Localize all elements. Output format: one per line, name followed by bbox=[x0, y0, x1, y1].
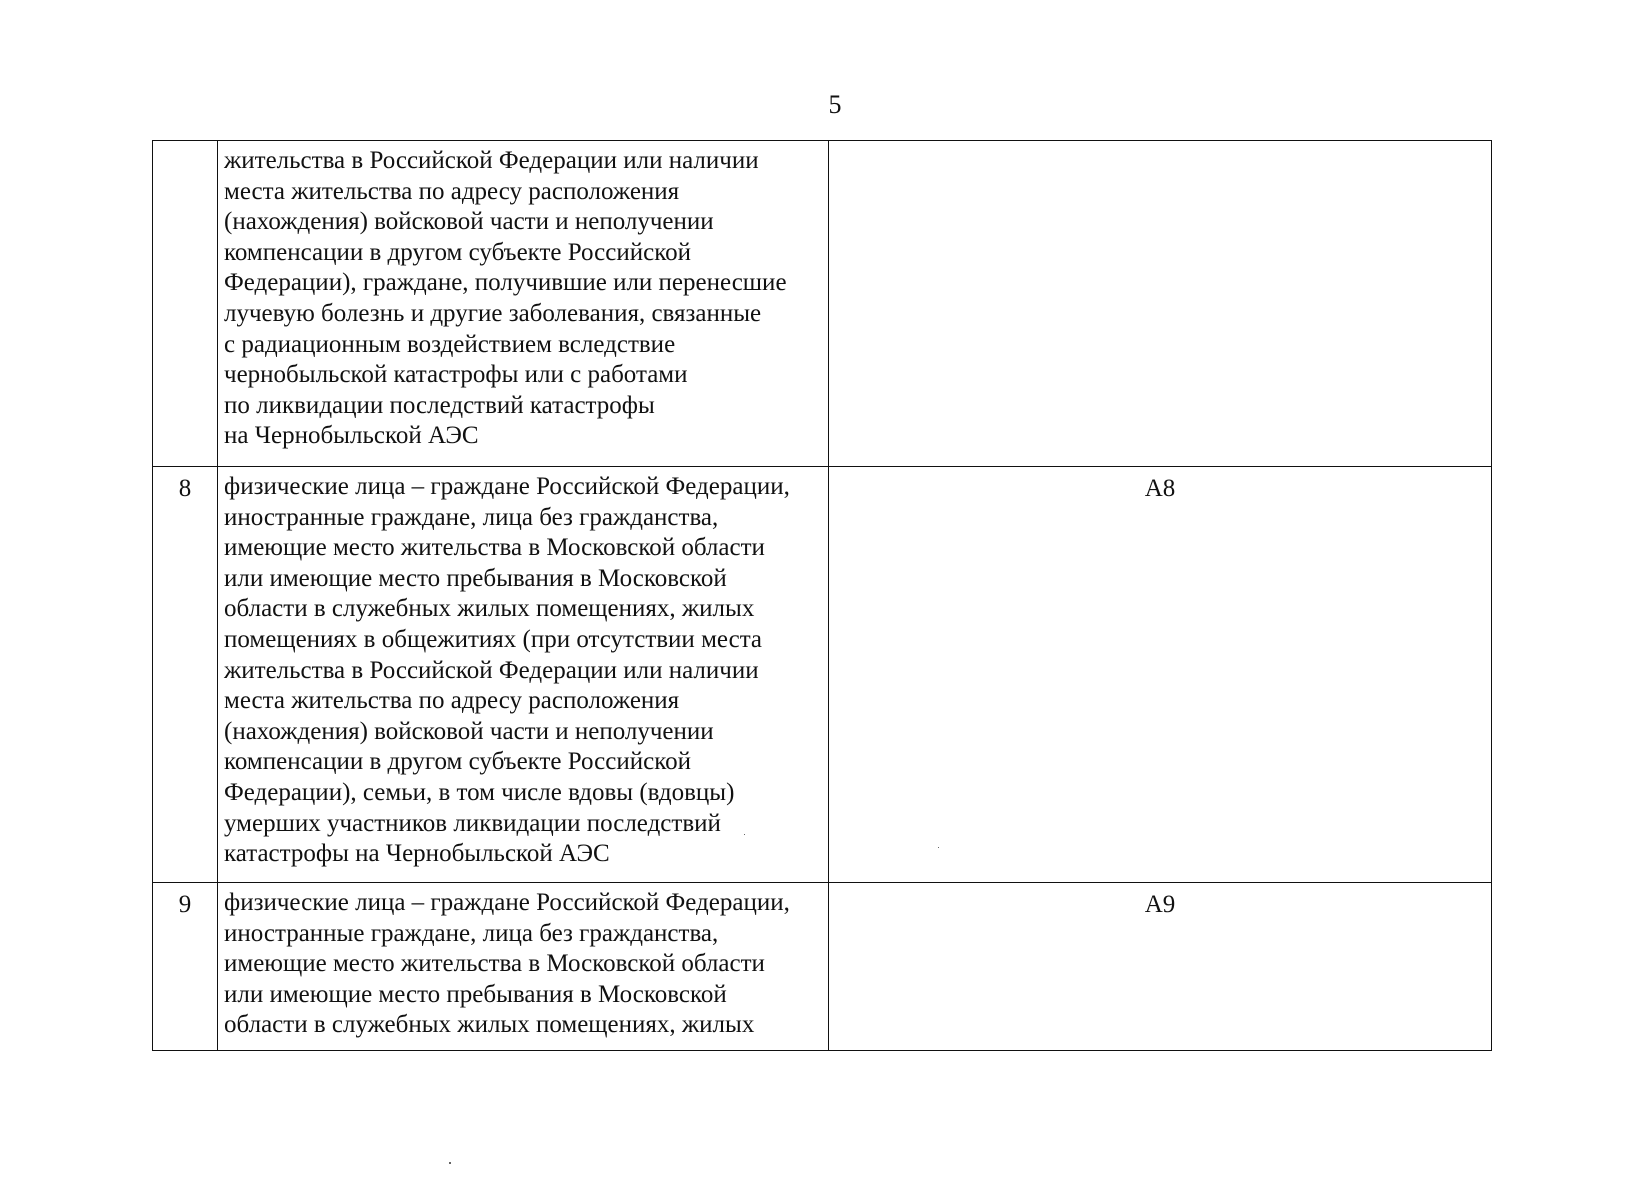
description-line: имеющие место жительства в Московской области bbox=[224, 534, 765, 562]
description-line: жительства в Российской Федерации или наличии bbox=[224, 147, 759, 174]
description-line: катастрофы на Чернобыльской АЭС bbox=[224, 840, 610, 868]
description-line: Федерации), семьи, в том числе вдовы (вдовцы) bbox=[224, 778, 735, 806]
description-line: места жительства по адресу расположения bbox=[224, 177, 680, 205]
description-line: физические лица – граждане Российской Федерации, bbox=[224, 473, 790, 500]
category-table bbox=[152, 140, 1492, 1051]
scan-speck bbox=[938, 847, 939, 848]
description-line: компенсации в другом субъекте Российской bbox=[224, 238, 691, 266]
description-line: жительства в Российской Федерации или наличии bbox=[224, 656, 759, 684]
description-line: Федерации), граждане, получившие или перенесшие bbox=[224, 269, 787, 297]
description-line: иностранные граждане, лица без гражданства, bbox=[224, 919, 719, 947]
description-line: компенсации в другом субъекте Российской bbox=[224, 748, 691, 776]
category-description bbox=[218, 141, 829, 467]
row-number: 9 bbox=[153, 883, 218, 1051]
description-line: или имеющие место пребывания в Московской bbox=[224, 980, 727, 1008]
description-line: на Чернобыльской АЭС bbox=[224, 422, 479, 450]
scan-speck bbox=[449, 1162, 451, 1164]
category-code: А9 bbox=[829, 883, 1492, 1051]
description-line: области в служебных жилых помещениях, жилых bbox=[224, 595, 755, 623]
description-line: или имеющие место пребывания в Московской bbox=[224, 564, 727, 592]
description-line: физические лица – граждане Российской Федерации, bbox=[224, 889, 790, 916]
row-number bbox=[153, 141, 218, 467]
description-line: помещениях в общежитиях (при отсутствии места bbox=[224, 625, 763, 653]
description-line: иностранные граждане, лица без гражданства, bbox=[224, 503, 719, 531]
description-line: места жительства по адресу расположения bbox=[224, 687, 680, 715]
description-line: имеющие место жительства в Московской области bbox=[224, 950, 765, 978]
description-line: (нахождения) войсковой части и неполучении bbox=[224, 717, 714, 745]
description-line: с радиационным воздействием вследствие bbox=[224, 330, 676, 358]
category-code: А8 bbox=[829, 467, 1492, 883]
description-line: (нахождения) войсковой части и неполучении bbox=[224, 208, 714, 236]
description-line: лучевую болезнь и другие заболевания, связанные bbox=[224, 299, 762, 327]
description-line: области в служебных жилых помещениях, жилых bbox=[224, 1011, 755, 1039]
table-row bbox=[153, 467, 1492, 883]
description-line: умерших участников ликвидации последствий bbox=[224, 809, 721, 837]
table-row bbox=[153, 883, 1492, 1051]
category-description bbox=[218, 883, 829, 1051]
description-line: чернобыльской катастрофы или с работами bbox=[224, 361, 688, 389]
page-number: 5 bbox=[828, 90, 842, 119]
category-description bbox=[218, 467, 829, 883]
description-line: по ликвидации последствий катастрофы bbox=[224, 391, 655, 419]
category-code bbox=[829, 141, 1492, 467]
table-row bbox=[153, 141, 1492, 467]
row-number: 8 bbox=[153, 467, 218, 883]
scan-speck bbox=[744, 834, 745, 835]
